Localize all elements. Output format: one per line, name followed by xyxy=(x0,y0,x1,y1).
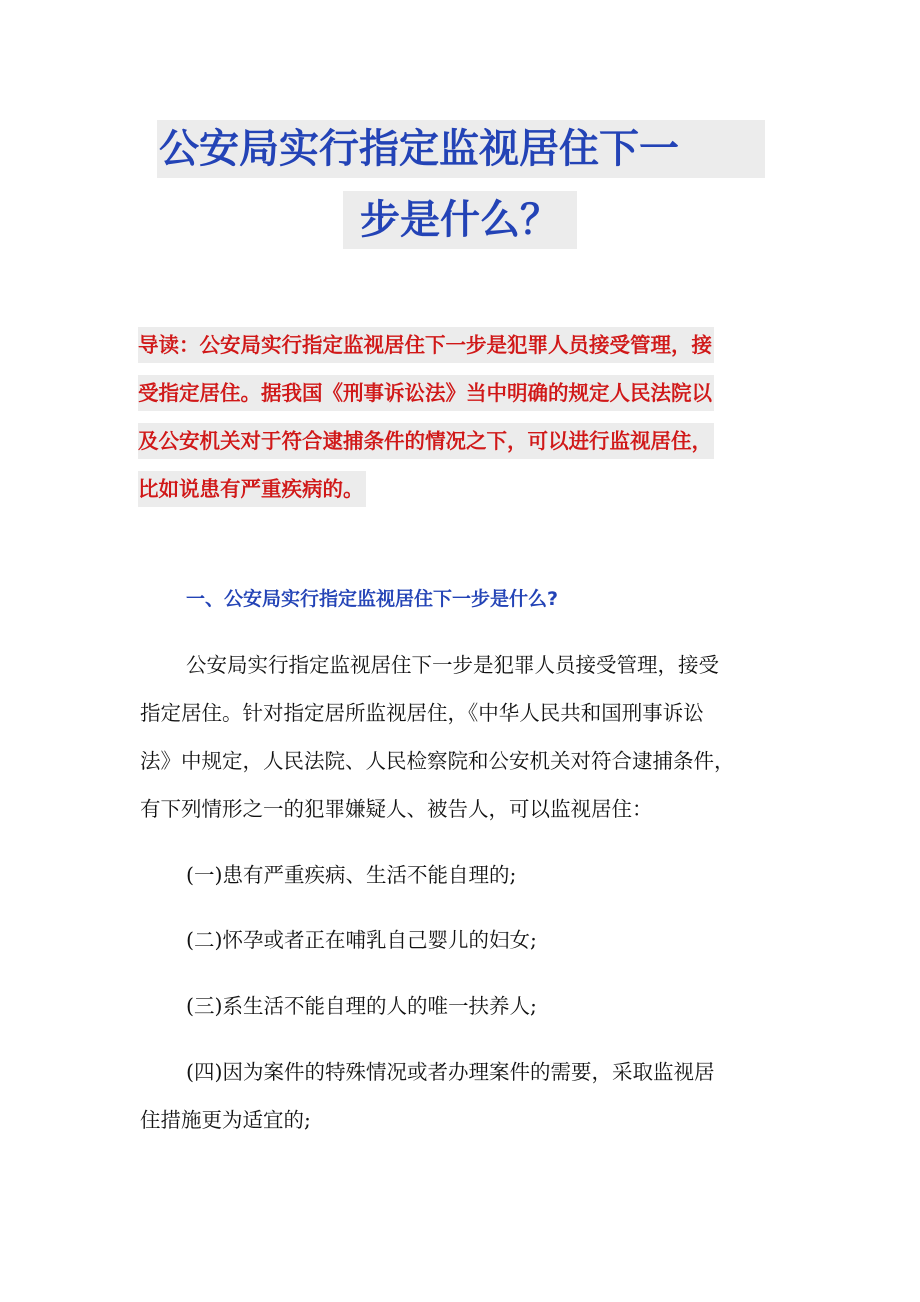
intro-paragraph xyxy=(138,327,784,519)
list-item: (三)系生活不能自理的人的唯一扶养人; xyxy=(186,994,537,1018)
intro-line-text: 受指定居住。据我国《刑事诉讼法》当中明确的规定人民法院以 xyxy=(138,375,714,411)
document-title-line-2: 步是什么？ xyxy=(343,191,577,249)
list-item: (二)怀孕或者正在哺乳自己婴儿的妇女; xyxy=(186,928,537,952)
paragraph-line: 有下列情形之一的犯罪嫌疑人、被告人，可以监视居住： xyxy=(140,797,653,821)
paragraph-line: 指定居住。针对指定居所监视居住，《中华人民共和国刑事诉讼 xyxy=(140,701,704,725)
intro-line xyxy=(138,471,784,507)
document-title-line-1: 公安局实行指定监视居住下一 xyxy=(157,120,765,178)
intro-line xyxy=(138,327,784,363)
paragraph-line: 法》中规定，人民法院、人民检察院和公安机关对符合逮捕条件， xyxy=(140,749,735,773)
intro-line-text: 比如说患有严重疾病的。 xyxy=(138,471,366,507)
intro-line xyxy=(138,375,784,411)
paragraph-line: 公安局实行指定监视居住下一步是犯罪人员接受管理，接受 xyxy=(186,653,719,677)
section-heading: 一、公安局实行指定监视居住下一步是什么? xyxy=(186,588,559,610)
list-item-line: 住措施更为适宜的; xyxy=(140,1108,311,1132)
intro-line-text: 导读：公安局实行指定监视居住下一步是犯罪人员接受管理，接 xyxy=(138,327,714,363)
list-item-line: (四)因为案件的特殊情况或者办理案件的需要，采取监视居 xyxy=(186,1060,715,1084)
intro-line-text: 及公安机关对于符合逮捕条件的情况之下，可以进行监视居住， xyxy=(138,423,714,459)
intro-line xyxy=(138,423,784,459)
list-item: (一)患有严重疾病、生活不能自理的; xyxy=(186,863,517,887)
